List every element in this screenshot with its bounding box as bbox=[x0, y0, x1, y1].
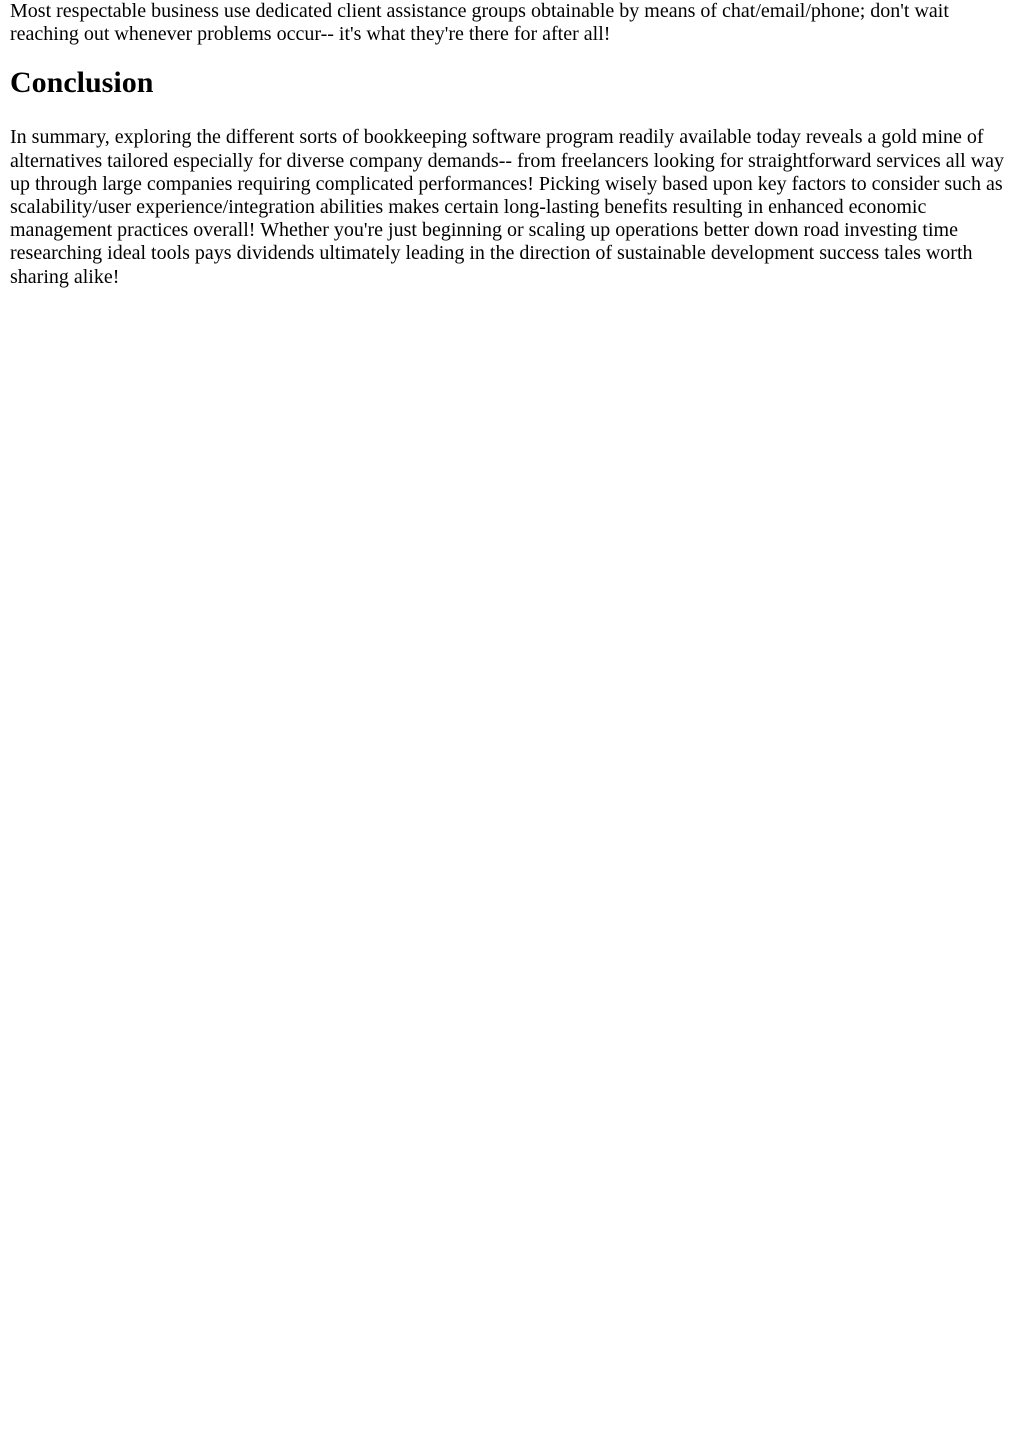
conclusion-paragraph: In summary, exploring the different sorts of bookkeeping software program readily available today reveals a gold mine of alternatives tailored especially for diverse company demands-- from freelancers looking for straightforward services all way up through large companies requiring complicated performances! Picking wisely based upon key factors to consider such as scalability/user experience/integration abilities makes certain long-lasting benefits resulting in enhanced economic management practices overall! Whether you're just beginning or scaling up operations better down road investing time researching ideal tools pays dividends ultimately leading in the direction of sustainable development success tales worth sharing alike! bbox=[10, 126, 1005, 288]
document-page bbox=[0, 0, 1024, 289]
intro-paragraph: Most respectable business use dedicated client assistance groups obtainable by means of chat/email/phone; don't wait reaching out whenever problems occur-- it's what they're there for after all! bbox=[10, 0, 949, 46]
conclusion-heading: Conclusion bbox=[10, 66, 154, 100]
